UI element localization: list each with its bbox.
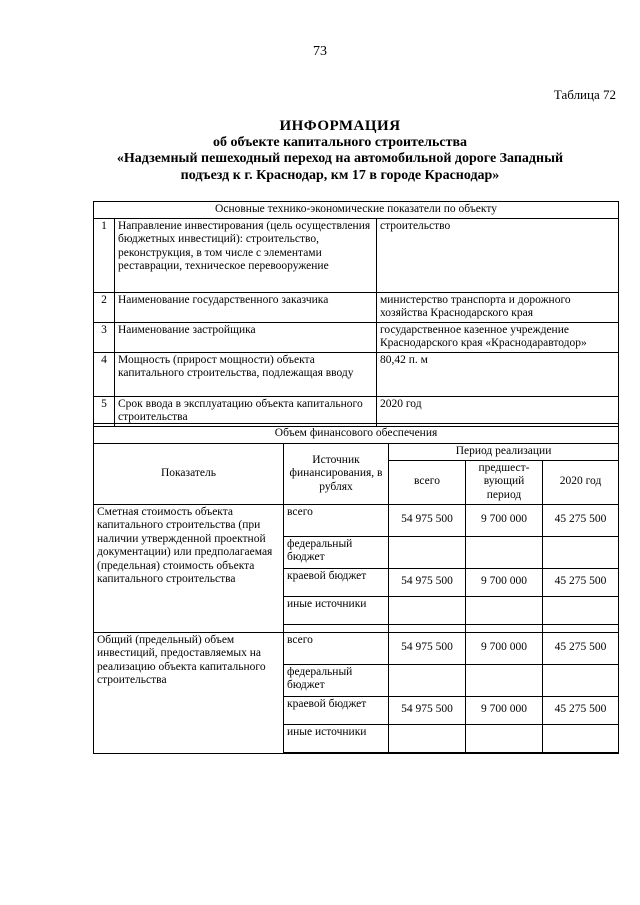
financing-row xyxy=(94,632,619,664)
financing-total xyxy=(389,724,466,752)
financing-total xyxy=(389,536,466,568)
spacer-cell xyxy=(389,752,466,753)
spacer-cell xyxy=(284,752,389,753)
financing-previous: 9 700 000 xyxy=(466,504,543,536)
financing-group-label: Сметная стоимость объекта капитального строительства (при наличии утвержденной проектной документации) или предполагаемая (предельная) стоимость объекта капитального строительства xyxy=(94,504,284,632)
indicator-value: строительство xyxy=(377,218,619,292)
financing-year xyxy=(543,664,619,696)
financing-previous xyxy=(466,724,543,752)
heading-object-name-line1: «Надземный пешеходный переход на автомобильной дороге Западный xyxy=(116,151,564,166)
financing-year xyxy=(543,536,619,568)
indicator-value: государственное казенное учреждение Краснодарского края «Краснодаравтодор» xyxy=(377,322,619,352)
financing-previous xyxy=(466,536,543,568)
financing-total xyxy=(389,596,466,624)
indicator-number: 5 xyxy=(94,396,115,426)
financing-total: 54 975 500 xyxy=(389,632,466,664)
indicator-row xyxy=(94,292,619,322)
financing-total: 54 975 500 xyxy=(389,568,466,596)
indicator-row xyxy=(94,322,619,352)
financing-year xyxy=(543,596,619,624)
indicator-value: 2020 год xyxy=(377,396,619,426)
financing-source: всего xyxy=(284,504,389,536)
financing-previous xyxy=(466,596,543,624)
financing-year xyxy=(543,724,619,752)
indicator-name: Наименование государственного заказчика xyxy=(115,292,377,322)
spacer-cell xyxy=(466,752,543,753)
spacer-cell xyxy=(284,624,389,632)
spacer-cell xyxy=(466,624,543,632)
indicator-name: Наименование застройщика xyxy=(115,322,377,352)
financing-total: 54 975 500 xyxy=(389,504,466,536)
indicators-table xyxy=(93,201,619,427)
indicator-number: 1 xyxy=(94,218,115,292)
indicator-name: Срок ввода в эксплуатацию объекта капитального строительства xyxy=(115,396,377,426)
financing-source: всего xyxy=(284,632,389,664)
col-period-header: Период реализации xyxy=(389,444,619,461)
financing-previous: 9 700 000 xyxy=(466,696,543,724)
page-number: 73 xyxy=(313,44,327,59)
financing-columns-row xyxy=(94,444,619,461)
financing-year: 45 275 500 xyxy=(543,696,619,724)
col-year-header: 2020 год xyxy=(543,460,619,504)
financing-previous: 9 700 000 xyxy=(466,568,543,596)
financing-row xyxy=(94,504,619,536)
indicator-number: 4 xyxy=(94,352,115,396)
indicator-number: 3 xyxy=(94,322,115,352)
col-source-header: Источник финансирования, в рублях xyxy=(284,444,389,505)
financing-year: 45 275 500 xyxy=(543,568,619,596)
financing-year: 45 275 500 xyxy=(543,504,619,536)
financing-previous xyxy=(466,664,543,696)
financing-table xyxy=(93,423,619,754)
indicator-name: Мощность (прирост мощности) объекта капитального строительства, подлежащая вводу xyxy=(115,352,377,396)
financing-total: 54 975 500 xyxy=(389,696,466,724)
spacer-cell xyxy=(543,752,619,753)
financing-source: федеральный бюджет xyxy=(284,536,389,568)
financing-year: 45 275 500 xyxy=(543,632,619,664)
indicator-value: министерство транспорта и дорожного хозяйства Краснодарского края xyxy=(377,292,619,322)
indicator-row xyxy=(94,396,619,426)
heading-object-name-line2: подъезд к г. Краснодар, км 17 в городе Краснодар» xyxy=(180,167,500,183)
heading-title: ИНФОРМАЦИЯ xyxy=(279,118,401,134)
table-label: Таблица 72 xyxy=(553,87,616,102)
spacer-cell xyxy=(389,624,466,632)
financing-group-label: Общий (предельный) объем инвестиций, предоставляемых на реализацию объекта капитального строительства xyxy=(94,632,284,753)
indicator-value: 80,42 п. м xyxy=(377,352,619,396)
col-total-header: всего xyxy=(389,460,466,504)
financing-source: федеральный бюджет xyxy=(284,664,389,696)
indicator-row xyxy=(94,352,619,396)
financing-header-row xyxy=(94,424,619,444)
financing-source: краевой бюджет xyxy=(284,696,389,724)
financing-source: иные источники xyxy=(284,724,389,752)
indicators-header: Основные технико-экономические показатели по объекту xyxy=(94,202,619,219)
col-previous-period-header: предшест-вующий период xyxy=(466,460,543,504)
col-indicator-header: Показатель xyxy=(94,444,284,505)
indicator-number: 2 xyxy=(94,292,115,322)
heading-subtitle: об объекте капитального строительства xyxy=(212,134,468,150)
indicators-header-row xyxy=(94,202,619,219)
indicator-name: Направление инвестирования (цель осуществления бюджетных инвестиций): строительство, реконструкция, в том числе с элементами реставрации, техническое перевооружение xyxy=(115,218,377,292)
financing-source: иные источники xyxy=(284,596,389,624)
indicator-row xyxy=(94,218,619,292)
spacer-cell xyxy=(543,624,619,632)
financing-total xyxy=(389,664,466,696)
financing-previous: 9 700 000 xyxy=(466,632,543,664)
financing-source: краевой бюджет xyxy=(284,568,389,596)
document-heading xyxy=(60,118,620,184)
financing-header: Объем финансового обеспечения xyxy=(94,424,619,444)
